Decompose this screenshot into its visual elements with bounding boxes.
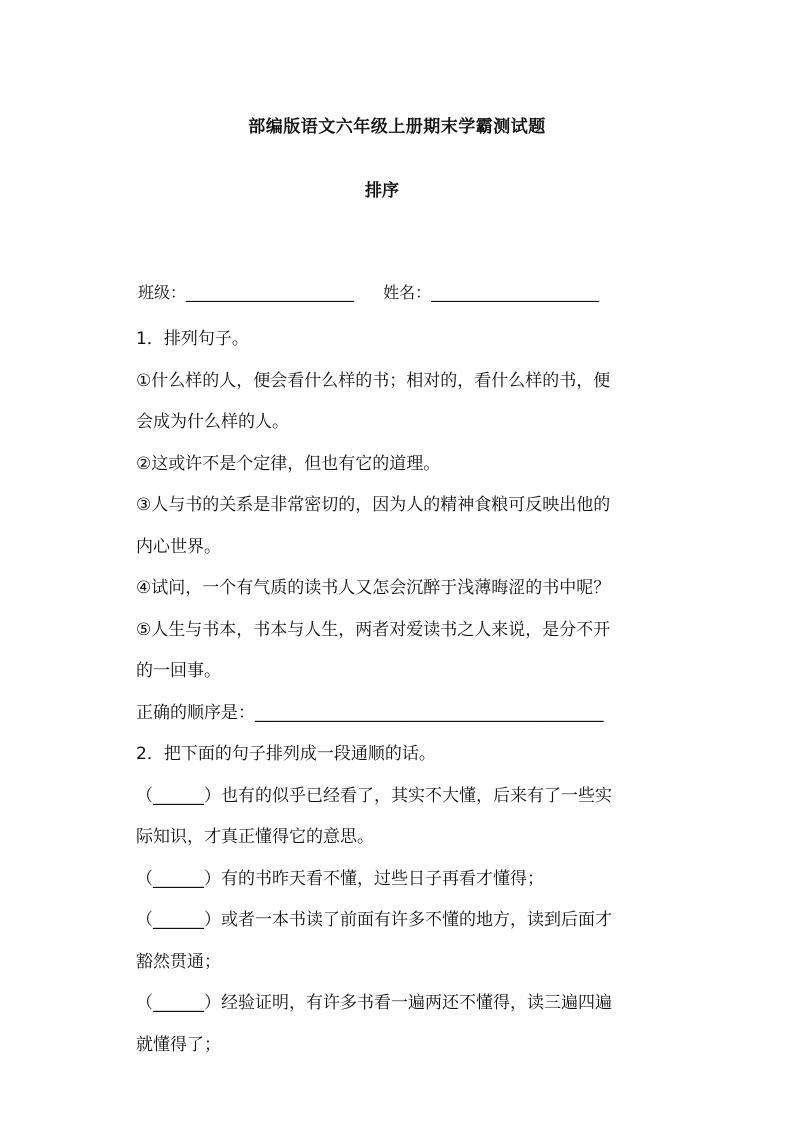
sentence-5-line-1: ⑤人生与书本，书本与人生，两者对爱读书之人来说，是分不开 <box>136 619 611 640</box>
sentence-5-line-2: 的一回事。 <box>136 661 221 681</box>
order-answer-line: 正确的顺序是：_________________________________________ <box>136 702 604 723</box>
sentence-1-line-2: 会成为什么样的人。 <box>136 412 289 432</box>
sentence-1-line-1: ①什么样的人，便会看什么样的书；相对的，看什么样的书，便 <box>136 370 611 391</box>
student-info-row <box>138 280 599 303</box>
question-body <box>136 319 662 1066</box>
sentence-2: ②这或许不是个定律，但也有它的道理。 <box>136 453 441 474</box>
blank-item-3-line-1: （______）或者一本书读了前面有许多不懂的地方，读到后面才 <box>136 910 612 930</box>
blank-item-4-line-1: （______）经验证明，有许多书看一遍两还不懂得，读三遍四遍 <box>136 993 612 1013</box>
blank-item-3-line-2: 豁然贯通； <box>136 951 221 972</box>
document-subtitle: 排序 <box>365 181 399 201</box>
blank-item-1-line-1: （______）也有的似乎已经看了，其实不大懂，后来有了一些实 <box>136 785 612 806</box>
sentence-3-line-2: 内心世界。 <box>136 536 221 557</box>
class-field: 班级：_____________________ <box>138 283 355 302</box>
document-title: 部编版语文六年级上册期末学霸测试题 <box>248 117 546 137</box>
question-2-heading: 2．把下面的句子排列成一段通顺的话。 <box>136 744 436 764</box>
blank-item-4-line-2: 就懂得了； <box>136 1034 221 1055</box>
sentence-4: ④试问，一个有气质的读书人又怎会沉醉于浅薄晦涩的书中呢？ <box>136 578 611 598</box>
blank-item-1-line-2: 际知识，才真正懂得它的意思。 <box>136 827 374 847</box>
question-1-heading: 1．排列句子。 <box>136 329 249 349</box>
name-field: 姓名：_____________________ <box>383 283 600 302</box>
sentence-3-line-1: ③人与书的关系是非常密切的，因为人的精神食粮可反映出他的 <box>136 495 611 515</box>
blank-item-2: （______）有的书昨天看不懂，过些日子再看才懂得； <box>136 868 544 889</box>
